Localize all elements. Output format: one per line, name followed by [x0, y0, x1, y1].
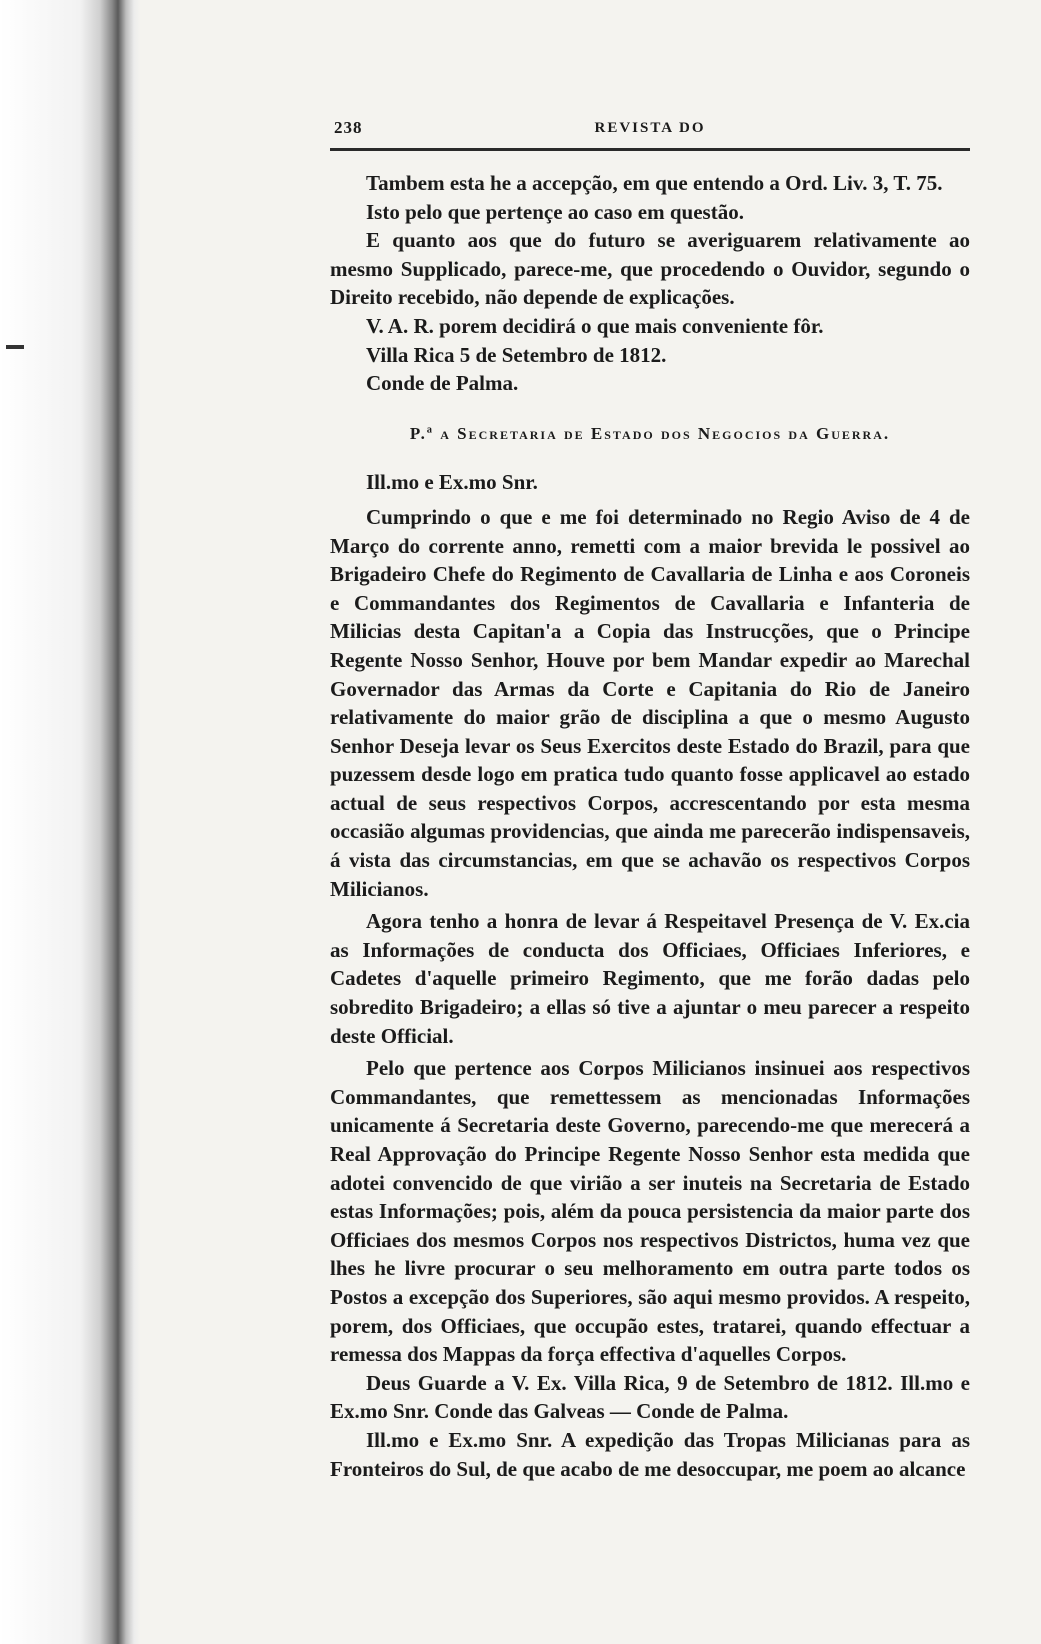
document-page [330, 112, 970, 1483]
running-head: REVISTA DO [594, 120, 706, 136]
paragraph: V. A. R. porem decidirá o que mais conveniente fôr. [366, 313, 824, 338]
paragraph: Villa Rica 5 de Setembro de 1812. [366, 342, 667, 367]
paragraph: E quanto aos que do futuro se averiguarem relativamente ao mesmo Supplicado, parece-me, que procedendo o Ouvidor, segundo o Direito recebido, não depende de explicações. [330, 228, 970, 310]
paragraph: Isto pelo que pertençe ao caso em questão. [366, 199, 744, 224]
closing-paragraph: Deus Guarde a V. Ex. Villa Rica, 9 de Setembro de 1812. Ill.mo e Ex.mo Snr. Conde das Galveas — Conde de Palma. [330, 1370, 970, 1424]
paragraph: Tambem esta he a accepção, em que entendo a Ord. Liv. 3, T. 75. [366, 171, 943, 195]
paragraph: Agora tenho a honra de levar á Respeitavel Presença de V. Ex.cia as Informações de conducta dos Officiaes, Officiaes Inferiores, e Cadetes d'aquelle primeiro Regimento, que me forão dadas pelo sobredito Brigadeiro; a ellas só tive a ajuntar o meu parecer a respeito deste Official. [330, 909, 970, 1048]
page-header [330, 112, 970, 142]
section-heading: P.ª a Secretaria de Estado dos Negocios da Guerra. [409, 423, 891, 443]
salutation: Ill.mo e Ex.mo Snr. [366, 470, 538, 495]
page-number: 238 [334, 118, 363, 137]
signature-line: Conde de Palma. [366, 371, 519, 396]
margin-mark [6, 345, 24, 349]
header-rule [330, 148, 970, 151]
body-text [330, 169, 970, 1483]
paragraph: Cumprindo o que e me foi determinado no Regio Aviso de 4 de Março do corrente anno, remetti com a maior brevida le possivel ao Brigadeiro Chefe do Regimento de Cavallaria de Linha e aos Coroneis e Commandantes dos Regimentos de Cavallaria e Infanteria de Milicias desta Capitan'a a Copia das Instrucções, que o Principe Regente Nosso Senhor, Houve por bem Mandar expedir ao Marechal Governador das Armas da Corte e Capitania do Rio de Janeiro relativamente do maior grão de disciplina a que o mesmo Augusto Senhor Deseja levar os Seus Exercitos deste Estado do Brazil, para que puzessem desde logo em pratica tudo quanto fosse applicavel ao estado actual de seus respectivos Corpos, accrescentando por esta mesma occasião algumas providencias, que ainda me parecerão indispensaveis, á vista das circumstancias, em que se achavão os respectivos Corpos Milicianos. [330, 504, 970, 901]
paragraph: Ill.mo e Ex.mo Snr. A expedição das Tropas Milicianas para as Fronteiros do Sul, de que acabo de me desoccupar, me poem ao alcance [330, 1427, 970, 1481]
paragraph: Pelo que pertence aos Corpos Milicianos insinuei aos respectivos Commandantes, que remettessem as mencionadas Informações unicamente á Secretaria deste Governo, parecendo-me que merecerá a Real Approvação do Principe Regente Nosso Senhor esta medida que adotei convencido de que virião a ser inuteis na Secretaria de Estado estas Informações; pois, além da pouca persistencia da maior parte dos Officiaes dos mesmos Corpos nos respectivos Districtos, huma vez que lhes he livre procurar o seu melhoramento em outra parte todos os Postos a excepção dos Superiores, são aqui mesmo providos. A respeito, porem, dos Officiaes, que occupão estes, tratarei, quando effectuar a remessa dos Mappas da força effectiva d'aquelles Corpos. [330, 1056, 970, 1367]
book-spine-shadow [0, 0, 140, 1644]
